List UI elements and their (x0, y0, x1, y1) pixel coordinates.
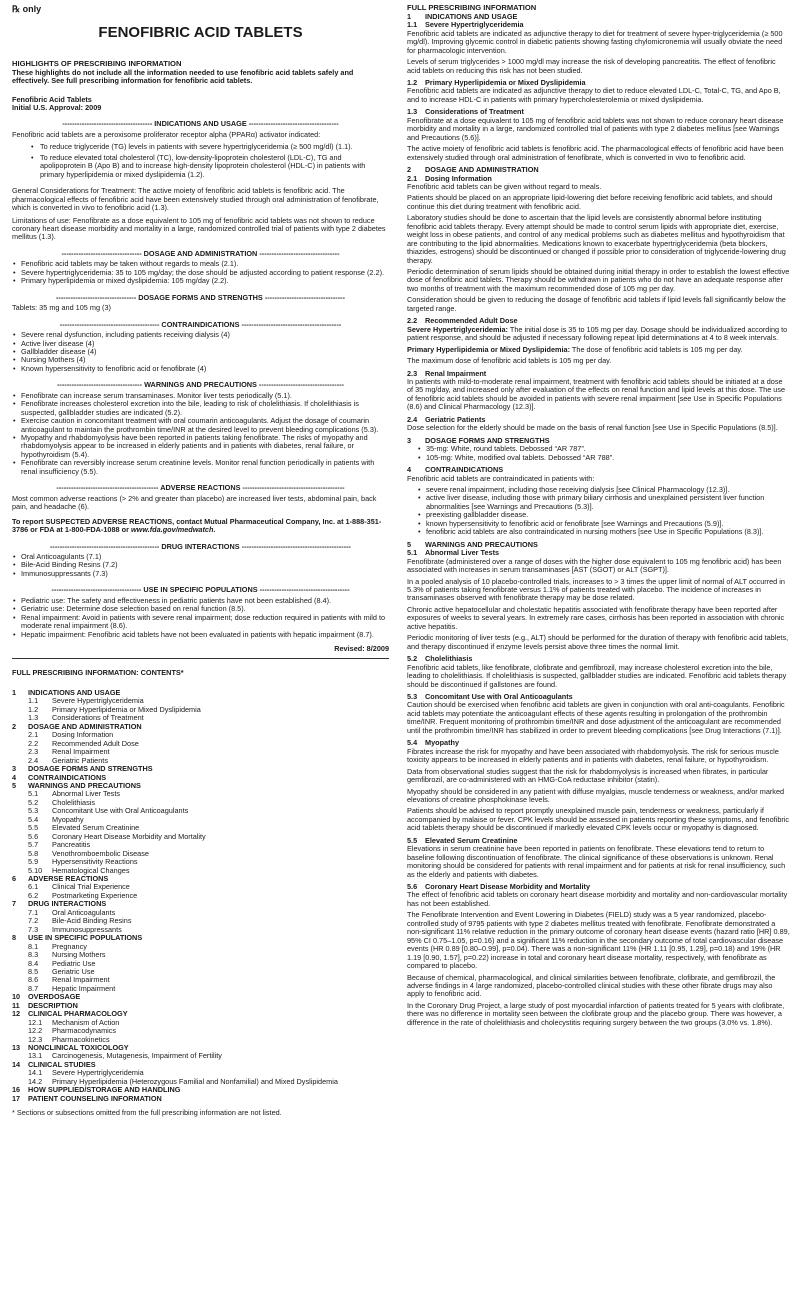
toc-label: DRUG INTERACTIONS (28, 899, 107, 909)
subsection-heading: 2.4 Geriatric Patients (407, 414, 486, 424)
toc-label: USE IN SPECIFIC POPULATIONS (28, 933, 143, 943)
list-item: • Myopathy and rhabdomyolysis have been reported in patients taking fenofibrate. The risks of myopathy and rhabdomyolysis appear to be increased in elderly patients and in patients with diabetes, renal failure, or hypothyroidism (5.4). (12, 434, 389, 459)
drug-interactions-list (12, 553, 389, 578)
toc-label: Abnormal Liver Tests (52, 789, 120, 799)
toc-number: 17 (12, 1093, 21, 1103)
toc-label: DESCRIPTION (28, 1000, 78, 1010)
list-item: • severe renal impairment, including those receiving dialysis [see Clinical Pharmacology (12.3)]. (417, 486, 790, 494)
toc-number: 14 (12, 1059, 21, 1069)
toc-number: 8.3 (28, 950, 39, 960)
toc-label: Severe Hypertriglyceridemia (52, 1068, 144, 1078)
toc-number: 2.2 (28, 738, 39, 748)
toc-label: CLINICAL STUDIES (28, 1059, 96, 1069)
paragraph: Laboratory studies should be done to ascertain that the lipid levels are consistently abnormal before instituting fenofibric acid tablets therapy. Every attempt should be made to control serum lipids with appropriate diet, exercise, weight loss in obese patients, and control of any medical problems such as diabetes mellitus and hypothyroidism that are contributing to the lipid abnormalities. Medications known to exacerbate hypertriglyceridemia (beta blockers, thiazides, estrogens) should be discontinued or changed if possible prior to consideration of triglyceride-lowering drug therapy. (407, 213, 786, 265)
list-item: • Hepatic impairment: Fenofibric acid tablets have not been evaluated in patients with hepatic impairment (8.7). (12, 631, 389, 639)
toc-label: Pediatric Use (52, 958, 96, 968)
toc-number: 6 (12, 873, 17, 883)
list-item: • To reduce elevated total cholesterol (TC), low-density-lipoprotein cholesterol (LDL-C), TG and apolipoprotein B (Apo B) and to increase high-density lipoprotein cholesterol (HDL-C) in patients with primary hyperlipidemia or mixed dyslipidemia (1.2). (12, 154, 389, 179)
contraindications-heading: ----------------------------------------- CONTRAINDICATIONS ----------------------------------------- (59, 320, 342, 329)
approval: Initial U.S. Approval: 2009 (12, 102, 102, 112)
toc-number: 5.2 (28, 797, 39, 807)
list-item: • preexisting gallbladder disease. (417, 511, 790, 519)
list-item: • active liver disease, including those with primary biliary cirrhosis and unexplained persistent liver function abnormalities [see Warnings and Precautions (5.3)]. (417, 494, 790, 511)
toc-label: Elevated Serum Creatinine (52, 823, 140, 833)
adverse-text: Most common adverse reactions (> 2% and greater than placebo) are increased liver tests, abdominal pain, back pain, and headache (6). (12, 493, 377, 512)
toc-label: Hematological Changes (52, 865, 130, 875)
toc-label: PATIENT COUNSELING INFORMATION (28, 1093, 162, 1103)
subsection-heading: 2.1 Dosing Information (407, 173, 492, 183)
toc-label: Clinical Trial Experience (52, 882, 130, 892)
toc-label: Geriatric Patients (52, 755, 108, 765)
section-heading: 1 INDICATIONS AND USAGE (407, 11, 518, 21)
forms-heading: --------------------------------- DOSAGE FORMS AND STRENGTHS --------------------------------- (55, 293, 346, 302)
toc-label: Pregnancy (52, 941, 87, 951)
highlights-intro: These highlights do not include all the information needed to use fenofibric acid tablets safely and effectively. See full prescribing information for fenofibric acid tablets. (12, 67, 354, 86)
paragraph: Fenofibrate at a dose equivalent to 105 mg of fenofibric acid tablets was not shown to reduce coronary heart disease morbidity and mortality in a large, randomized controlled trial of patients with type 2 diabetes mellitus [see Warnings and Precautions (5.6)]. (407, 115, 784, 142)
rx-only: ℞ only (12, 4, 42, 14)
paragraph: Fenofibric acid tablets are contraindicated in patients with: (407, 473, 595, 483)
list-item: • Oral Anticoagulants (7.1) (12, 553, 389, 561)
toc-label: Oral Anticoagulants (52, 907, 116, 917)
subsection-heading: 5.3 Concomitant Use with Oral Anticoagulants (407, 691, 573, 701)
toc-number: 6.2 (28, 890, 39, 900)
toc-number: 10 (12, 992, 21, 1002)
toc-label: Immunosuppressants (52, 924, 122, 934)
toc-title: FULL PRESCRIBING INFORMATION: CONTENTS* (12, 667, 184, 677)
paragraph: Consideration should be given to reducing the dosage of fenofibric acid tablets if lipid levels fall significantly below the targeted range. (407, 295, 786, 313)
toc-number: 7.1 (28, 907, 39, 917)
subsection-heading: 5.1 Abnormal Liver Tests (407, 548, 500, 558)
toc-label: Primary Hyperlipidemia (Heterozygous Familial and Nonfamilial) and Mixed Dyslipidemia (52, 1076, 338, 1086)
toc-label: Venothromboembolic Disease (52, 848, 149, 858)
subsection-heading: 1.3 Considerations of Treatment (407, 107, 524, 117)
revised-date: Revised: 8/2009 (334, 644, 389, 654)
toc-label: Renal Impairment (52, 747, 110, 757)
warnings-list (12, 392, 389, 477)
toc-number: 11 (12, 1000, 20, 1010)
toc-number: 5.10 (28, 865, 43, 875)
toc-number: 7.3 (28, 924, 39, 934)
subsection-heading: 2.2 Recommended Adult Dose (407, 316, 518, 326)
toc-number: 16 (12, 1085, 21, 1095)
paragraph: Dose selection for the elderly should be made on the basis of renal function [see Use in Specific Populations (8.5)]. (407, 423, 778, 433)
list-item: • Known hypersensitivity to fenofibric acid or fenofibrate (4) (12, 365, 389, 373)
toc-label: Pharmacodynamics (52, 1026, 117, 1036)
report-adverse (12, 518, 389, 535)
contraindications-list (12, 331, 389, 373)
paragraph: Fenofibric acid tablets, like fenofibrate, clofibrate and gemfibrozil, may increase cholesterol excretion into the bile, leading to cholelithiasis. If cholelithiasis is suspected, gallbladder studies are indicated. Fenofibric acid tablets therapy should be discontinued if gallstones are found. (407, 662, 787, 689)
paragraph: The active moiety of fenofibric acid tablets is fenofibric acid. The pharmacological effects of fenofibric acid have been extensively studied through oral administration of fenofibrate, which is converted in vivo to fenofibric acid. (407, 144, 784, 162)
toc-label: DOSAGE FORMS AND STRENGTHS (28, 764, 153, 774)
toc-number: 14.1 (28, 1068, 43, 1078)
paragraph: The effect of fenofibric acid tablets on coronary heart disease morbidity and mortality and non-cardiovascular mortality has not been established. (407, 890, 788, 908)
highlights-heading: HIGHLIGHTS OF PRESCRIBING INFORMATION (12, 58, 182, 68)
toc-number: 14.2 (28, 1076, 43, 1086)
section-heading: 3 DOSAGE FORMS AND STRENGTHS (407, 435, 550, 445)
full-info-heading: FULL PRESCRIBING INFORMATION (407, 3, 537, 12)
document-title: FENOFIBRIC ACID TABLETS (98, 24, 303, 42)
forms-text: Tablets: 35 mg and 105 mg (3) (12, 303, 111, 313)
indications-list (12, 143, 389, 179)
toc-number: 2.1 (28, 730, 39, 740)
paragraph: The Fenofibrate Intervention and Event Lowering in Diabetes (FIELD) study was a 5 year randomized, placebo-controlled study of 9795 patients with type 2 diabetes mellitus treated with fenofibrate. Fenofibrate demonstrated a non-significant 11% relative reduction in the primary outcome of coronary heart disease events (hazard ratio [HR] 0.89, 95% CI 0.75–1.05, p=0.16) and a significant 11% reduction in the secondary outcome of total cardiovascular disease events (HR 0.89 [0.80–0.99], p=0.04). There was a non-significant 11% (HR 1.11 [0.95, 1.29], p=0.18) and 19% (HR 1.19 [0.90, 1.57], p=0.22) increase in total and coronary heart disease mortality, respectively, with fenofibrate as compared to placebo. (407, 910, 790, 971)
toc-label: Postmarketing Experience (52, 890, 138, 900)
indications-intro: Fenofibric acid tablets are a peroxisome proliferator receptor alpha (PPARα) activator indicated: (12, 129, 321, 139)
toc-number: 8 (12, 933, 17, 943)
divider (12, 658, 389, 659)
paragraph: Because of chemical, pharmacological, and clinical similarities between fenofibrate, clofibrate, and gemfibrozil, the adverse findings in 4 large randomized, placebo-controlled clinical studies with these other fibrate drugs may also apply to fenofibric acid. (407, 972, 776, 999)
list-item: • Severe hypertriglyceridemia: 35 to 105 mg/day; the dose should be adjusted according to patient response (2.2). (12, 269, 389, 277)
paragraph: Patients should be placed on an appropriate lipid-lowering diet before receiving fenofibric acid tablets, and should continue this diet during treatment with fenofibric acid. (407, 193, 773, 211)
list-item: • Fenofibric acid tablets may be taken without regards to meals (2.1). (12, 260, 389, 268)
list-item: • Immunosuppressants (7.3) (12, 570, 389, 578)
toc-number: 5.8 (28, 848, 39, 858)
toc-number: 12.1 (28, 1017, 43, 1027)
section-heading: 5 WARNINGS AND PRECAUTIONS (407, 539, 538, 549)
dosage-list (12, 260, 389, 285)
dosage-forms-list (417, 445, 790, 462)
toc-number: 5.7 (28, 840, 39, 850)
toc-label: WARNINGS AND PRECAUTIONS (28, 780, 141, 790)
toc-label: OVERDOSAGE (28, 992, 81, 1002)
limitations-of-use: Limitations of use: Fenofibrate as a dose equivalent to 105 mg of fenofibric acid tablets was not shown to reduce coronary heart disease morbidity and mortality in a large, randomized controlled trial of patients with type 2 diabetes mellitus (1.3). (12, 215, 386, 242)
toc-label: Considerations of Treatment (52, 713, 144, 723)
paragraph: Periodic determination of serum lipids should be obtained during initial therapy in order to establish the lowest effective dose of fenofibric acid tablets. Therapy should be withdrawn in patients who do not have an adequate response after two months of treatment with the maximum recommended dose of 105 mg per day. (407, 267, 790, 293)
toc-number: 2.3 (28, 747, 39, 757)
paragraph: In the Coronary Drug Project, a large study of post myocardial infarction of patients treated for 5 years with clofibrate, there was no difference in mortality seen between the clofibrate group and the placebo group. There was however, a difference in the rate of cholelithiasis and cholecystitis requiring surgery between the two groups (3.0% vs. 1.8%). (407, 1000, 785, 1027)
warnings-heading: ----------------------------------- WARNINGS AND PRECAUTIONS ----------------------------------- (57, 381, 344, 390)
toc-number: 1 (12, 688, 17, 697)
list-item: • Gallbladder disease (4) (12, 348, 389, 356)
paragraph: Fenofibric acid tablets are indicated as adjunctive therapy to diet to reduce elevated LDL-C, Total-C, TG, and Apo B, and to increase HDL-C in patients with primary hypercholesterolemia or mixed dyslipidemia. (407, 86, 781, 104)
paragraph: Levels of serum triglycerides > 1000 mg/dl may increase the risk of developing pancreatitis. The effect of fenofibric acid tablets on reducing this risk has not been studied. (407, 57, 776, 75)
adverse-heading: ------------------------------------------ ADVERSE REACTIONS ------------------------------------------ (56, 484, 345, 493)
toc-number: 5 (12, 780, 17, 790)
paragraph: Caution should be exercised when fenofibric acid tablets are given in conjunction with oral anti-coagulants. Fenofibric acid tablets may potentiate the anticoagulant effects of these agents resulting in prolongation of the prothrombin time/INR. Frequent monitoring of prothrombin time/INR and dose adjustment of the anticoagulant are recommended until the prothrombin time/INR has stabilized in order to prevent bleeding complications [see Drug Interactions (7.1)]. (407, 700, 785, 735)
highlights (12, 60, 389, 654)
paragraph: Data from observational studies suggest that the risk for rhabdomyolysis is increased when fibrates, in particular gemfibrozil, are co-administered with an HMG-CoA reductase inhibitor (statin). (407, 766, 769, 785)
list-item: • 35-mg: White, round tablets. Debossed “AR 787”. (417, 445, 790, 453)
toc-label: DOSAGE AND ADMINISTRATION (28, 721, 142, 731)
toc-label: Geriatric Use (52, 966, 95, 976)
subsection-heading: 5.6 Coronary Heart Disease Morbidity and Mortality (407, 882, 591, 892)
list-item: • Fenofibrate can reversibly increase serum creatinine levels. Monitor renal function periodically in patients with renal insufficiency (5.5). (12, 459, 389, 476)
paragraph: Fenofibric acid tablets are indicated as adjunctive therapy to diet for treatment of severe hyper-triglyceridemia (≥ 500 mg/dl). Improving glycemic control in diabetic patients showing fasting chylomicronemia will usually obviate the need for pharmacologic intervention. (407, 28, 783, 55)
subsection-heading: 1.2 Primary Hyperlipidemia or Mixed Dyslipidemia (407, 77, 586, 87)
paragraph: In a pooled analysis of 10 placebo-controlled trials, increases to > 3 times the upper limit of normal of ALT occurred in 5.3% of patients taking fenofibrate versus 1.1% of patients treated with placebo. The incidence of increases in transaminases observed with fenofibrate therapy may be dose related. (407, 576, 785, 603)
subsection-heading: 1.1 Severe Hypertriglyceridemia (407, 20, 524, 30)
subsection-heading: 5.2 Cholelithiasis (407, 654, 473, 664)
toc-number: 2.4 (28, 755, 39, 765)
toc-number: 1.2 (28, 704, 39, 714)
toc-label: Concomitant Use with Oral Anticoagulants (52, 806, 189, 816)
general-considerations: General Considerations for Treatment: The active moiety of fenofibric acid tablets is fenofibric acid. The pharmacological effects of fenofibric acid have been extensively studied through oral administration of fenofibrate, which is converted in vivo to fenofibric acid (1.3). (12, 186, 379, 213)
contraindications-full-list (417, 486, 790, 537)
specific-populations-list (12, 597, 389, 639)
list-item: • Active liver disease (4) (12, 340, 389, 348)
subsection-heading: 2.3 Renal Impairment (407, 368, 487, 378)
list-item: • fenofibric acid tablets are also contraindicated in nursing mothers [see Use in Specific Populations (8.3)]. (417, 528, 790, 536)
toc-label: Severe Hypertriglyceridemia (52, 696, 144, 706)
left-column (12, 4, 389, 1118)
toc-number: 13 (12, 1043, 21, 1053)
toc-number: 1.3 (28, 713, 39, 723)
toc-label: NONCLINICAL TOXICOLOGY (28, 1043, 129, 1053)
toc-number: 5.9 (28, 857, 39, 867)
toc-number: 3 (12, 764, 17, 774)
toc-label: Bile-Acid Binding Resins (52, 916, 132, 926)
list-item: • 105-mg: White, modified oval tablets. Debossed “AR 788”. (417, 454, 790, 462)
toc-number: 4 (12, 772, 17, 782)
toc-label: Myopathy (52, 814, 84, 824)
toc-label: Hepatic Impairment (52, 983, 116, 993)
toc-label: Carcinogenesis, Mutagenesis, Impairment of Fertility (52, 1051, 222, 1061)
list-item: • Severe renal dysfunction, including patients receiving dialysis (4) (12, 331, 389, 339)
toc-label: Hypersensitivity Reactions (52, 857, 138, 867)
toc-number: 6.1 (28, 882, 39, 892)
list-item: • Pediatric use: The safety and effectiveness in pediatric patients have not been established (8.4). (12, 597, 389, 605)
toc-number: 5.5 (28, 823, 39, 833)
paragraph: Fibrates increase the risk for myopathy and have been associated with rhabdomyolysis. The risk for serious muscle toxicity appears to be increased in elderly patients and in patients with diabetes, renal failure, or hypothyroidism. (407, 746, 779, 765)
toc-number: 12.2 (28, 1026, 43, 1036)
list-item: • To reduce triglyceride (TG) levels in patients with severe hypertriglyceridemia (≥ 500 mg/dl) (1.1). (12, 143, 389, 151)
toc-number: 8.4 (28, 958, 39, 968)
paragraph: Primary Hyperlipidemia or Mixed Dyslipidemia: The dose of fenofibric acid tablets is 105 mg per day. (407, 344, 743, 354)
toc-label: Recommended Adult Dose (52, 738, 139, 748)
list-item: • Fenofibrate increases cholesterol excretion into the bile, leading to risk of cholelithiasis. If cholelithiasis is suspected, gallbladder studies are indicated (5.2). (12, 400, 389, 417)
list-item: • Primary hyperlipidemia or mixed dyslipidemia: 105 mg/day (2.2). (12, 277, 389, 285)
toc-label: Pharmacokinetics (52, 1034, 110, 1044)
toc-label: Pancreatitis (52, 840, 91, 850)
dosage-heading: --------------------------------- DOSAGE AND ADMINISTRATION --------------------------------- (61, 249, 340, 258)
toc-list (12, 689, 389, 1103)
toc-number: 5.1 (28, 789, 39, 799)
toc-number: 1.1 (28, 696, 39, 706)
toc-label: INDICATIONS AND USAGE (28, 688, 121, 697)
toc-number: 8.6 (28, 975, 39, 985)
toc-label: CLINICAL PHARMACOLOGY (28, 1009, 128, 1019)
section-heading: 4 CONTRAINDICATIONS (407, 465, 504, 475)
paragraph: Periodic monitoring of liver tests (e.g., ALT) should be performed for the duration of therapy with fenofibric acid tablets, and therapy discontinued if enzyme levels persist above three times the normal limit. (407, 633, 789, 651)
toc-number: 13.1 (28, 1051, 43, 1061)
toc-label: Mechanism of Action (52, 1017, 120, 1027)
toc-number: 5.3 (28, 806, 39, 816)
toc-number: 8.1 (28, 941, 39, 951)
paragraph: Chronic active hepatocellular and cholestatic hepatitis associated with fenofibrate therapy have been reported after exposures of weeks to several years. In extremely rare cases, cirrhosis has been reported in association with chronic active hepatitis. (407, 604, 785, 631)
subsection-heading: 5.4 Myopathy (407, 738, 460, 748)
toc-label: Coronary Heart Disease Morbidity and Mortality (52, 831, 206, 841)
paragraph: Severe Hypertriglyceridemia: The initial dose is 35 to 105 mg per day. Dosage should be individualized according to patient response, and should be adjusted if necessary following repeat lipid determinations at 4 to 8 week intervals. (407, 324, 788, 343)
specific-populations-heading: ------------------------------------- USE IN SPECIFIC POPULATIONS ------------------------------------- (51, 586, 350, 595)
list-item: • Renal impairment: Avoid in patients with severe renal impairment; dose reduction required in patients with mild to moderate renal impairment (8.6). (12, 614, 389, 631)
toc-label: CONTRAINDICATIONS (28, 772, 107, 782)
toc-label: HOW SUPPLIED/STORAGE AND HANDLING (28, 1085, 181, 1095)
indications-heading: ------------------------------------- INDICATIONS AND USAGE ------------------------------------- (62, 120, 339, 129)
toc-number: 7 (12, 899, 17, 909)
paragraph: Patients should be advised to report promptly unexplained muscle pain, tenderness or weakness, particularly if accompanied by malaise or fever. CPK levels should be assessed in patients reporting these symptoms, and fenofibric acid tablets therapy should be discontinued if markedly elevated CPK levels occur or myopathy is diagnosed. (407, 806, 790, 833)
paragraph: Myopathy should be considered in any patient with diffuse myalgias, muscle tenderness or weakness, and/or marked elevations of creatine phosphokinase levels. (407, 786, 785, 804)
report-end: . (213, 525, 216, 535)
toc-label: Cholelithiasis (52, 797, 95, 807)
toc-label: Renal Impairment (52, 975, 110, 985)
toc-section[interactable] (12, 1095, 389, 1103)
drug-interactions-heading: --------------------------------------------- DRUG INTERACTIONS --------------------------------------------- (50, 542, 351, 551)
paragraph: The maximum dose of fenofibric acid tablets is 105 mg per day. (407, 356, 612, 366)
section-heading: 2 DOSAGE AND ADMINISTRATION (407, 165, 539, 175)
subsection-heading: 5.5 Elevated Serum Creatinine (407, 835, 518, 845)
toc-number: 5.6 (28, 831, 39, 841)
list-item: • known hypersensitivity to fenofibric acid or fenofibrate [see Warnings and Precautions (5.9)]. (417, 520, 790, 528)
list-item: • Bile-Acid Binding Resins (7.2) (12, 561, 389, 569)
toc-number: 2 (12, 721, 17, 731)
toc-number: 8.5 (28, 966, 39, 976)
toc-number: 5.4 (28, 814, 39, 824)
list-item: • Nursing Mothers (4) (12, 356, 389, 364)
list-item: • Exercise caution in concomitant treatment with oral coumarin anticoagulants. Adjust the dosage of coumarin anticoagulant to maintain the prothrombin time/INR at the desired level to prevent bleeding complications (5.3). (12, 417, 389, 434)
paragraph: Fenofibric acid tablets can be given without regard to meals. (407, 181, 602, 191)
right-column (407, 4, 790, 1030)
table-of-contents (12, 669, 389, 1118)
medwatch-link[interactable]: www.fda.gov/medwatch (130, 525, 214, 535)
paragraph: In patients with mild-to-moderate renal impairment, treatment with fenofibric acid tablets should be initiated at a dose of 35 mg/day, and increased only after evaluation of the effects on renal function and lipid levels at this dose. The use of fenofibric acid tablets should be avoided in patients with severe renal impairment [see Use in Specific Populations (8.6) and Clinical Pharmacology (12.3)]. (407, 377, 786, 412)
toc-label: Primary Hyperlipidemia or Mixed Dyslipidemia (52, 704, 201, 714)
toc-number: 7.2 (28, 916, 39, 926)
toc-label: ADVERSE REACTIONS (28, 873, 109, 883)
toc-footnote: * Sections or subsections omitted from the full prescribing information are not listed. (12, 1108, 282, 1118)
paragraph: Fenofibrate (administered over a range of doses with the higher dose equivalent to 105 mg fenofibric acid) has been associated with increases in serum transaminases [AST (SGOT) or ALT (SGPT)]. (407, 556, 782, 575)
toc-label: Dosing Information (52, 730, 114, 740)
paragraph: Elevations in serum creatinine have been reported in patients on fenofibrate. These elevations tend to return to baseline following discontinuation of fenofibrate. The clinical significance of these observations is unknown. Renal monitoring should be considered for patients with renal impairment and for patients at risk for renal insufficiency, such as the elderly and patients with diabetes. (407, 844, 786, 879)
toc-number: 8.7 (28, 983, 39, 993)
report-text: To report SUSPECTED ADVERSE REACTIONS, contact Mutual Pharmaceutical Company, Inc. at 1-888-351-3786 or FDA at 1-800-FDA-1088 or (12, 516, 382, 535)
toc-number: 12.3 (28, 1034, 43, 1044)
toc-label: Nursing Mothers (52, 950, 106, 960)
list-item: • Geriatric use: Determine dose selection based on renal function (8.5). (12, 605, 389, 613)
toc-number: 12 (12, 1009, 21, 1019)
list-item: • Fenofibrate can increase serum transaminases. Monitor liver tests periodically (5.1). (12, 392, 389, 400)
product-name: Fenofibric Acid Tablets (12, 94, 92, 104)
